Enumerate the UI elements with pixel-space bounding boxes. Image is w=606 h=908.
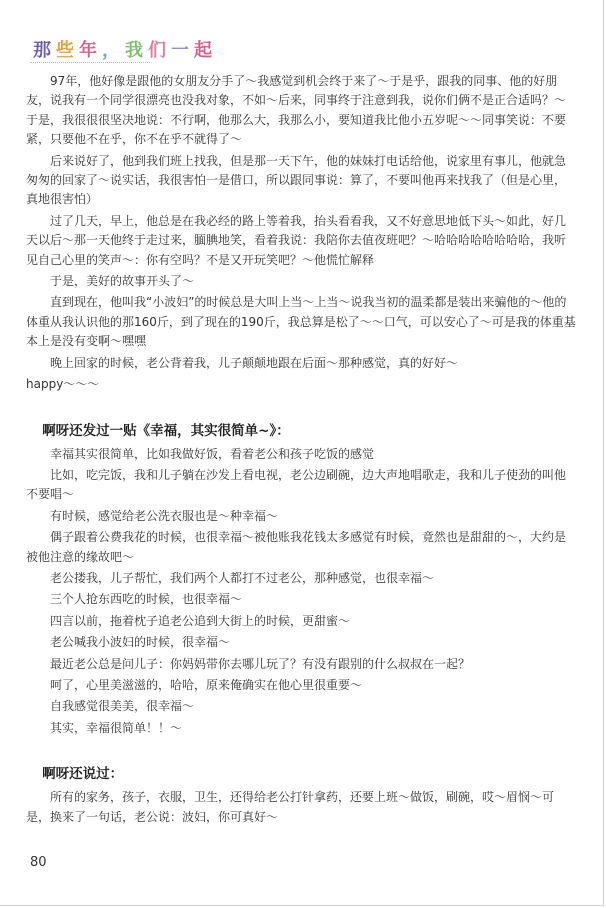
section-heading-happiness: 啊呀还发过一贴《幸福，其实很简单~》： (42, 422, 290, 439)
header-title-char: 年 (79, 40, 102, 61)
happiness-line: 比如，吃完饭，我和儿子躺在沙发上看电视，老公边刷碗，边大声地唱歌走，我和儿子使劲的叫他不要唱～ (26, 467, 567, 502)
happiness-line: 其实，幸福很简单！！～ (50, 720, 183, 735)
header-title-char: 一 (171, 40, 194, 61)
header-divider (30, 62, 150, 63)
happiness-line: 幸福其实很简单，比如我做好饭，看着老公和孩子吃饭的感觉 (50, 446, 375, 461)
story-paragraph: 于是，美好的故事开头了～ (50, 274, 195, 289)
happiness-line: 自我感觉很美美，很幸福～ (50, 699, 195, 714)
also-said-paragraph: 所有的家务，孩子，衣服，卫生，还得给老公打针拿药，还要上班～做饭，刷碗，哎～眉悯～可是，换来了一句话，老公说：波妇，你可真好～ (26, 790, 555, 824)
section-heading-also-said: 啊呀还说过： (42, 766, 124, 783)
story-paragraph: 97年，他好像是跟他的女朋友分手了～我感觉到机会终于来了～于是乎，跟我的同事、他的好朋友，说我有一个同学很漂亮也没我对象，不如～后来，同事终于注意到我，说你们俩不是正合适吗？～于是，我很很很坚决地说：不行啊，他那么大，我那么小，要知道我比他小五岁呢～～同事笑说：不要紧，只要他不在乎，你不在乎不就得了～ (26, 74, 567, 147)
page-header-title (33, 36, 217, 62)
story-paragraph: 过了几天，早上，他总是在我必经的路上等着我，抬头看看我，又不好意思地低下头～如此，好几天以后～那一天他终于走过来，腼腆地笑，看着我说：我陪你去值夜班吧？～哈哈哈哈哈哈哈哈，我听见自己心里的笑声～：你有空吗？不是又开玩笑吧？～他慌忙解释 (26, 213, 567, 267)
story-paragraph: 后来说好了，他到我们班上找我，但是那一天下午，他的妹妹打电话给他，说家里有事儿，他就急匆匆的回家了～说实话，我很害怕一是借口，所以跟同事说：算了，不要叫他再来找我了（但是心里，真地很害怕） (26, 153, 567, 207)
article-body (26, 72, 576, 829)
happiness-line: 最近老公总是问儿子：你妈妈带你去哪儿玩了？有没有跟别的什么叔叔在一起？ (50, 656, 471, 671)
story-tail: happy～～～ (26, 377, 100, 392)
happiness-line: 四言以前，拖着枕子追老公追到大街上的时候，更甜蜜～ (50, 613, 351, 628)
header-title-char: ， (102, 40, 125, 61)
happiness-line: 有时候，感觉给老公洗衣服也是～种幸福～ (50, 508, 279, 523)
header-title-char: 些 (56, 40, 79, 61)
header-title-char: 那 (33, 40, 56, 61)
happiness-line: 三个人抢东西吃的时候，也很幸福～ (50, 592, 243, 607)
story-paragraph: 直到现在，他叫我“小波妇”的时候总是大叫上当～上当～说我当初的温柔都是装出来骗他的～他的体重从我认识他的那160斤，到了现在的190斤，我总算是松了～～口气，可以安心了～可是我的体重基本上是没有变啊～嘿嘿 (26, 295, 576, 349)
header-title-char: 们 (148, 40, 171, 61)
happiness-line: 老公喊我小波妇的时候，很幸福～ (50, 635, 231, 650)
header-title-char: 我 (125, 40, 148, 61)
happiness-line: 老公搂我，儿子帮忙，我们两个人都打不过老公，那种感觉，也很幸福～ (50, 570, 435, 585)
story-paragraph: 晚上回家的时候，老公背着我，儿子颠颠地跟在后面～那种感觉，真的好好～ (50, 355, 459, 370)
happiness-line: 偶子跟着公费我花的时候，也很幸福～被他账我花钱太多感觉有时候，竟然也是甜甜的～，大约是被他注意的缘故吧～ (26, 530, 567, 564)
happiness-line: 呵了，心里美滋滋的，哈哈，原来俺确实在他心里很重要～ (50, 677, 363, 692)
page-number: 80 (30, 855, 47, 870)
header-title-char: 起 (194, 40, 217, 61)
